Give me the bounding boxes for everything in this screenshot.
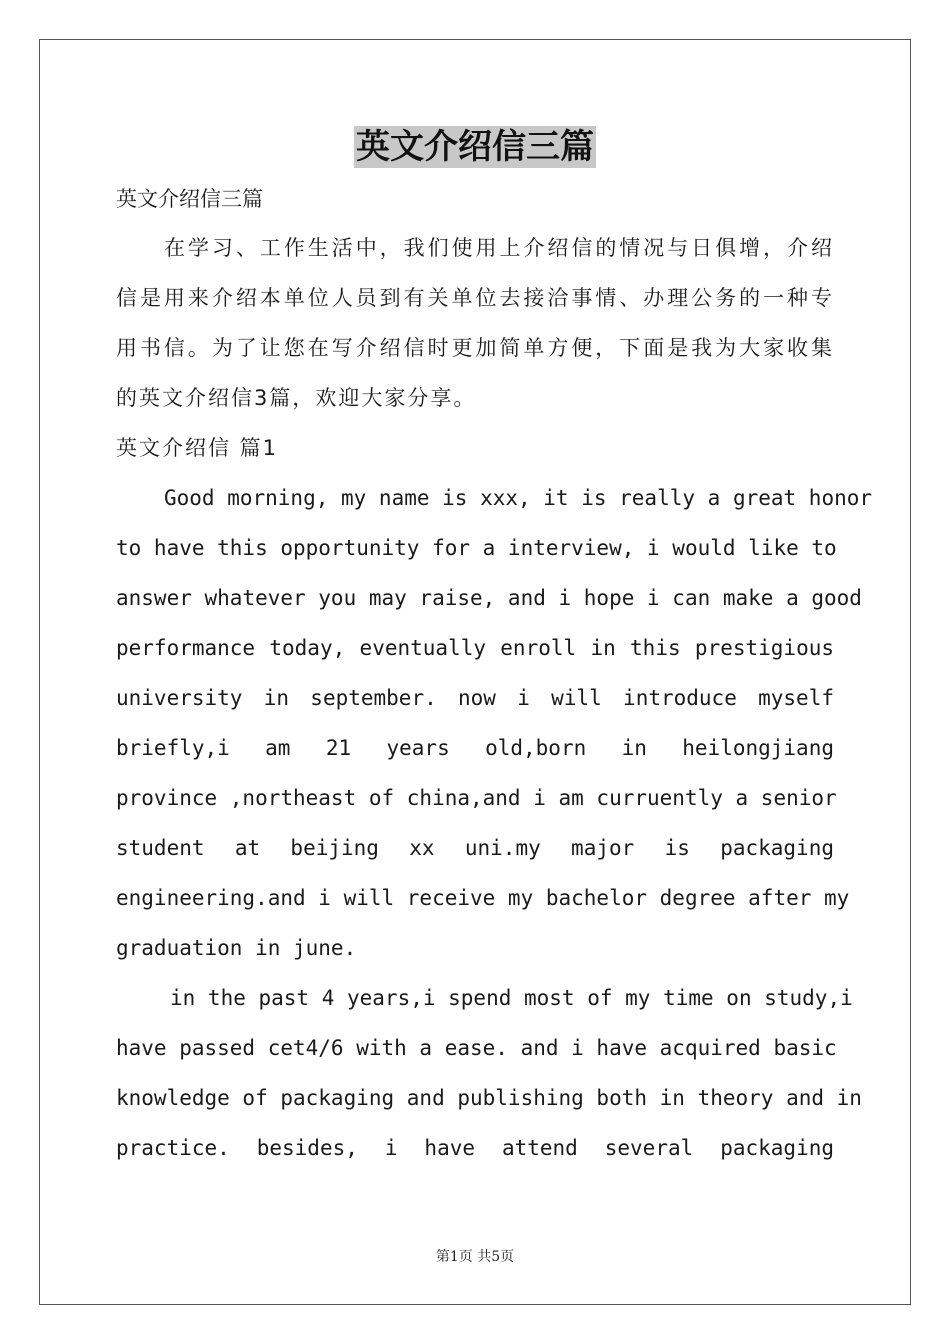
page-footer: 第1页 共5页 xyxy=(435,1249,515,1265)
intro-line: 在学习、工作生活中，我们使用上介绍信的情况与日俱增，介绍 xyxy=(164,236,834,260)
paragraph-line: university in september. now i will introduce myself xyxy=(116,686,834,710)
paragraph-2 xyxy=(116,973,862,1173)
paragraph-line: performance today, eventually enroll in this prestigious xyxy=(116,636,834,660)
intro-line: 用书信。为了让您在写介绍信时更加简单方便，下面是我为大家收集 xyxy=(116,336,834,360)
paragraph-line: engineering.and i will receive my bachelor degree after my xyxy=(116,886,850,910)
paragraph-1 xyxy=(116,473,873,973)
title-container xyxy=(0,126,950,168)
paragraph-line: student at beijing xx uni.my major is packaging xyxy=(116,836,834,860)
intro-paragraph xyxy=(116,223,834,423)
intro-line: 的英文介绍信3篇，欢迎大家分享。 xyxy=(116,386,477,410)
section-heading: 英文介绍信 篇1 xyxy=(116,436,279,460)
document-title: 英文介绍信三篇 xyxy=(356,127,594,167)
paragraph-line: knowledge of packaging and publishing both in theory and in xyxy=(116,1086,862,1110)
paragraph-line: to have this opportunity for a interview, i would like to xyxy=(116,536,837,560)
subtitle: 英文介绍信三篇 xyxy=(116,187,263,211)
paragraph-line: Good morning, my name is xxx, it is really a great honor xyxy=(164,486,873,510)
paragraph-line: briefly,i am 21 years old,born in heilongjiang xyxy=(116,736,834,760)
paragraph-line: in the past 4 years,i spend most of my time on study,i xyxy=(170,986,853,1010)
document-body xyxy=(116,175,873,1173)
paragraph-line: have passed cet4/6 with a ease. and i have acquired basic xyxy=(116,1036,837,1060)
intro-line: 信是用来介绍本单位人员到有关单位去接洽事情、办理公务的一种专 xyxy=(116,286,834,310)
paragraph-line: answer whatever you may raise, and i hope i can make a good xyxy=(116,586,862,610)
paragraph-line: practice. besides, i have attend several packaging xyxy=(116,1136,834,1160)
paragraph-line: graduation in june. xyxy=(116,936,357,960)
paragraph-line: province ,northeast of china,and i am curruently a senior xyxy=(116,786,837,810)
